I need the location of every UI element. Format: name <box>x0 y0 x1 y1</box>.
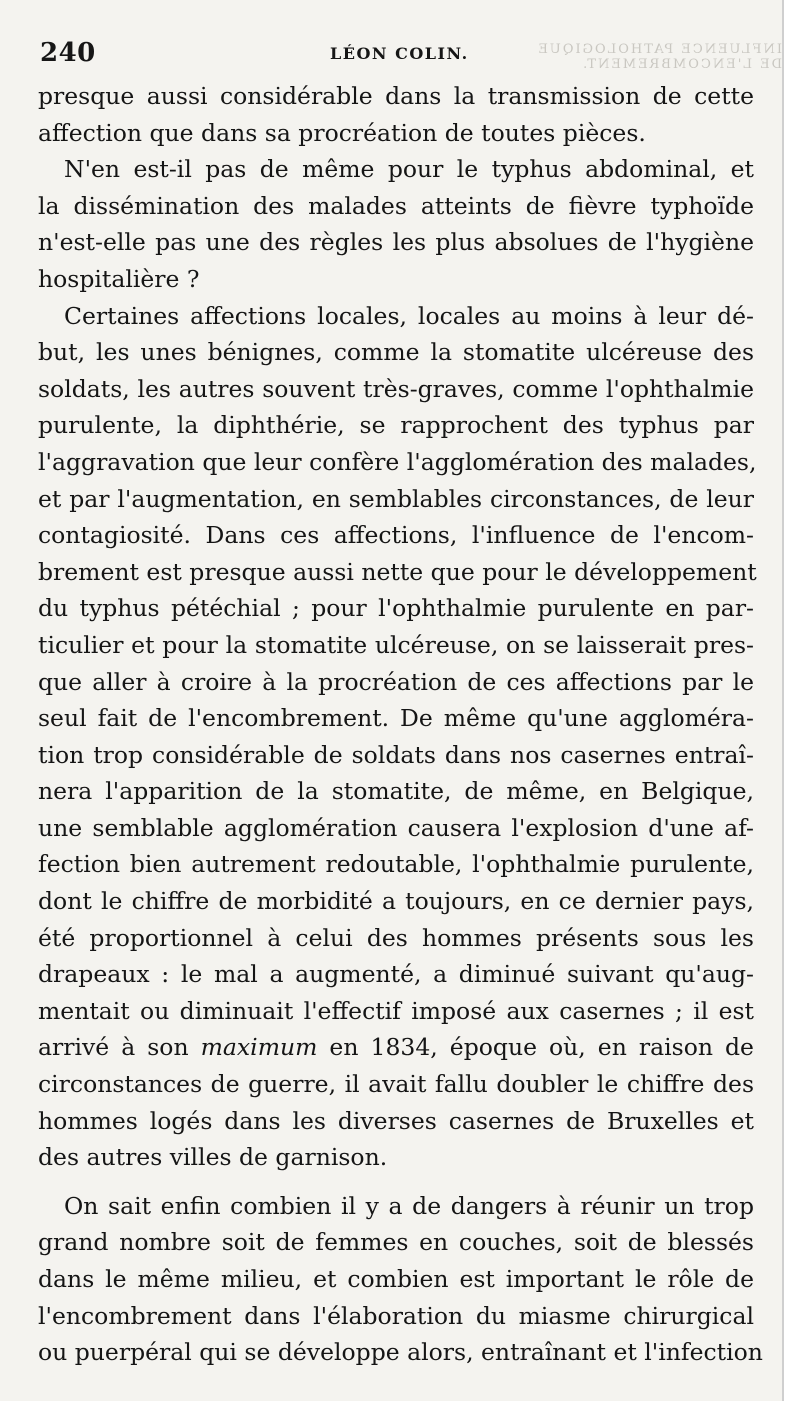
text-line: la dissémination des malades atteints de fièvre typhoïde <box>38 191 754 220</box>
text-line: soldats, les autres souvent très-graves, comme l'ophthalmie <box>38 374 754 403</box>
text-line: purulente, la diphthérie, se rapprochent des typhus par <box>38 411 754 440</box>
text-segment: arrivé à son <box>38 1033 189 1062</box>
text-line: hospitalière ? <box>38 264 200 293</box>
text-line: nera l'apparition de la stomatite, de même, en Belgique, <box>38 777 754 806</box>
paragraph-start: N'en est-il pas de même pour le typhus abdominal, et <box>64 155 754 184</box>
paragraph-start: Certaines affections locales, locales au moins à leur dé- <box>64 301 754 330</box>
text-line: seul fait de l'encombrement. De même qu'une aggloméra- <box>38 704 754 733</box>
text-line: but, les unes bénignes, comme la stomatite ulcéreuse des <box>38 338 754 367</box>
text-line: une semblable agglomération causera l'explosion d'une af- <box>38 813 754 842</box>
text-line: presque aussi considérable dans la transmission de cette <box>38 82 754 110</box>
running-title: LÉON COLIN. <box>330 44 469 63</box>
text-line: hommes logés dans les diverses casernes de Bruxelles et <box>38 1106 754 1135</box>
text-line: été proportionnel à celui des hommes présents sous les <box>38 923 754 952</box>
text-line: ou puerpéral qui se développe alors, entraînant et l'infection <box>38 1338 763 1367</box>
text-line: affection que dans sa procréation de toutes pièces. <box>38 118 646 147</box>
text-line: grand nombre soit de femmes en couches, soit de blessés <box>38 1228 754 1257</box>
text-line: et par l'augmentation, en semblables circonstances, de leur <box>38 484 754 513</box>
text-line: circonstances de guerre, il avait fallu doubler le chiffre des <box>38 1070 754 1099</box>
text-line: que aller à croire à la procréation de ces affections par le <box>38 667 754 696</box>
text-segment: en 1834, époque où, en raison de <box>329 1033 754 1062</box>
text-line: fection bien autrement redoutable, l'ophthalmie purulente, <box>38 850 754 879</box>
text-line: l'aggravation que leur confère l'agglomération des malades, <box>38 447 757 476</box>
text-line: dont le chiffre de morbidité a toujours, en ce dernier pays, <box>38 887 754 916</box>
text-line: du typhus pétéchial ; pour l'ophthalmie purulente en par- <box>38 594 754 623</box>
text-line: drapeaux : le mal a augmenté, a diminué suivant qu'aug- <box>38 960 754 989</box>
text-line: dans le même milieu, et combien est important le rôle de <box>38 1265 754 1293</box>
text-line: ticulier et pour la stomatite ulcéreuse, on se laisserait pres- <box>38 630 754 659</box>
text-line: tion trop considérable de soldats dans nos casernes entraî- <box>38 740 754 769</box>
text-line: des autres villes de garnison. <box>38 1143 388 1172</box>
italic-term: maximum <box>200 1033 318 1062</box>
page-number: 240 <box>40 38 96 68</box>
text-line: n'est-elle pas une des règles les plus absolues de l'hygiène <box>38 228 754 257</box>
text-line-with-italic <box>38 1029 754 1066</box>
body-text <box>38 78 763 1371</box>
text-line: mentait ou diminuait l'effectif imposé aux casernes ; il est <box>38 996 754 1025</box>
text-line: contagiosité. Dans ces affections, l'influence de l'encom- <box>38 521 754 550</box>
bleed-through-text: INFLUENCE PATHOLOGIQUE DE L'ENCOMBREMENT. <box>536 42 782 72</box>
text-line: l'encombrement dans l'élaboration du miasme chirurgical <box>38 1301 754 1330</box>
paragraph-start: On sait enfin combien il y a de dangers à réunir un trop <box>64 1191 754 1220</box>
text-line: brement est presque aussi nette que pour le développement <box>38 557 757 586</box>
